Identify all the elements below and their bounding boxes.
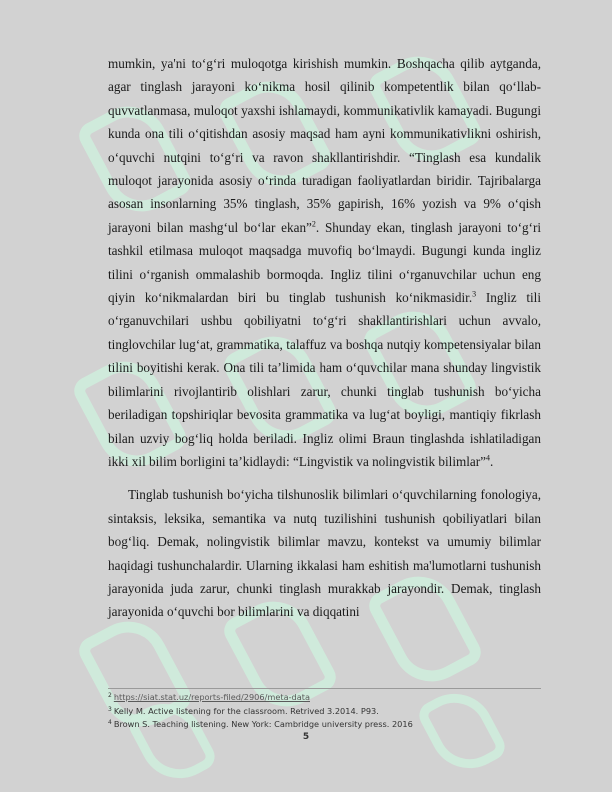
footnote-number: 3 [108, 705, 112, 713]
footnote-ref[interactable]: 2 [311, 219, 316, 229]
footnotes [108, 688, 541, 731]
footnote [108, 717, 541, 731]
paragraph-text: Tinglab tushunish bo‘yicha tilshunoslik bilimlari o‘quvchilarning fonologiya, sintaksis, leksika, semantika va nutq tuzilishini tushunish qobiliyatlari bilan bog‘liq. Demak, nolingvistik bilimlar mavzu, kontekst va umumiy bilimlar haqidagi tushunchalardir. Ularning ikkalasi ham eshitish ma'lumotlarni tushunish jarayonida juda zarur, chunki tinglash murakkab jarayondir. Demak, tinglash jarayonida o‘quvchi bor bilimlarini va diqqatini [108, 487, 541, 620]
page-number: 5 [302, 732, 310, 742]
footnote-link[interactable]: https://siat.stat.uz/reports-filed/2906/meta-data [113, 692, 310, 702]
page-body [108, 52, 541, 624]
footnote-text: Kelly M. Active listening for the classroom. Retrived 3.2014. P93. [113, 705, 379, 716]
footnote-number: 4 [108, 719, 112, 726]
paragraph-text: Ingliz tili o‘rganuvchilari ushbu qobiliyatni to‘g‘ri shakllantirishlari uchun avvalo, tinglovchilar lug‘at, grammatika, talaffuz va boshqa nutqiy kompetensiyalar bilan tilini boyitishi kerak. Ona tili ta’limida ham o‘quvchilar mana shunday lingvistik bilimlarini rivojlantirib olishlari zarur, chunki tinglab tushunish bo‘yicha beriladigan topshiriqlar bevosita grammatika va lug‘at boyligi, mantiqiy fikrlash bilan uzviy bog‘liq holda beriladi. Ingliz olimi Braun tinglashda ishlatiladigan ikki xil bilim borligini ta’kidlaydi: “Lingvistik va nolingvistik bilimlar” [108, 290, 542, 469]
footnote [108, 704, 541, 718]
paragraph-text: mumkin, ya'ni to‘g‘ri muloqotga kirishish mumkin. Boshqacha qilib aytganda, agar tinglash jarayoni ko‘nikma hosil qilinib kompetentlik bilan qo‘llab-quvvatlanmasa, muloqot yaxshi ishlamaydi, kommunikativlik kamayadi. Bugungi kunda ona tili o‘qitishdan asosiy maqsad ham ayni kommunikativlikni oshirish, o‘quvchi nutqini to‘g‘ri va ravon shakllantirishdir. “Tinglash esa kundalik muloqot jarayonida asosiy o‘rinda turadigan faoliyatlardan biridir. Tajribalarga asosan insonlarning 35% tinglash, 35% gapirish, 16% yozish va 9% o‘qish jarayoni bilan mashg‘ul bo‘lar ekan” [108, 56, 541, 235]
footnote-ref[interactable]: 3 [472, 289, 477, 299]
footnote [108, 690, 541, 704]
footnote-text: Brown S. Teaching listening. New York: Cambridge university press. 2016 [113, 719, 413, 729]
footnote-number: 2 [108, 692, 112, 699]
paragraph-text: . Shunday ekan, tinglash jarayoni to‘g‘ri tashkil etilmasa muloqot maqsadga muvofiq bo‘lmaydi. Bugungi kunda ingliz tilini o‘rganish ommalashib bormoqda. Ingliz tilini o‘rganuvchilar uchun eng qiyin ko‘nikmalardan biri bu tinglab tushunish ko‘nikmasidir. [108, 219, 541, 306]
body-paragraph [108, 52, 541, 473]
body-paragraph [108, 483, 541, 623]
paragraph-text: . [490, 453, 494, 469]
footnote-ref[interactable]: 4 [486, 453, 491, 463]
